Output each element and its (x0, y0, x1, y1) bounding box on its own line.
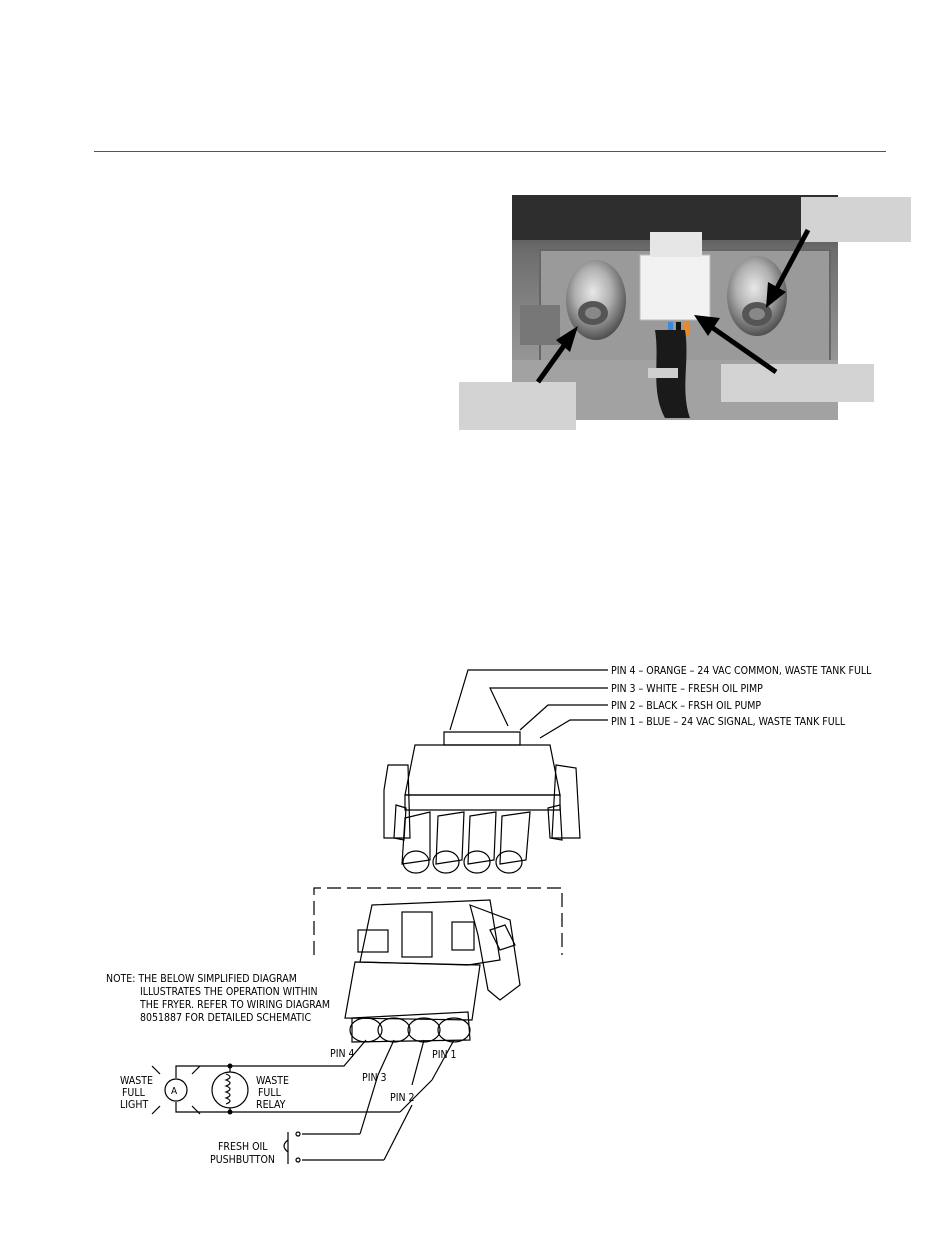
note-line-4: 8051887 FOR DETAILED SCHEMATIC (140, 1012, 312, 1024)
plug-pin-1: PIN 1 (432, 1049, 457, 1061)
relay-label-3: RELAY (256, 1099, 286, 1111)
light-label-2: FULL (122, 1087, 145, 1099)
note-line-2: ILLUSTRATES THE OPERATION WITHIN (140, 986, 318, 998)
light-label-3: LIGHT (120, 1099, 149, 1111)
pin4-label: PIN 4 – ORANGE – 24 VAC COMMON, WASTE TANK FULL (611, 665, 872, 677)
plug-pin-4: PIN 4 (330, 1048, 355, 1060)
plug-pin-2: PIN 2 (390, 1092, 415, 1104)
relay-label-2: FULL (258, 1087, 281, 1099)
note-line-3: THE FRYER. REFER TO WIRING DIAGRAM (140, 999, 331, 1011)
pin1-label: PIN 1 – BLUE – 24 VAC SIGNAL, WASTE TANK FULL (611, 716, 846, 728)
pin3-label: PIN 3 – WHITE – FRESH OIL PIMP (611, 683, 763, 695)
pushbutton-label-1: FRESH OIL (218, 1141, 268, 1153)
pushbutton-label-2: PUSHBUTTON (210, 1154, 275, 1166)
light-label-1: WASTE (120, 1075, 153, 1087)
relay-label-1: WASTE (256, 1075, 289, 1087)
pin2-label: PIN 2 – BLACK – FRSH OIL PUMP (611, 700, 762, 712)
plug-pin-3: PIN 3 (362, 1072, 387, 1084)
note-line-1: NOTE: THE BELOW SIMPLIFIED DIAGRAM (106, 973, 297, 985)
light-symbol-letter: A (171, 1086, 178, 1097)
